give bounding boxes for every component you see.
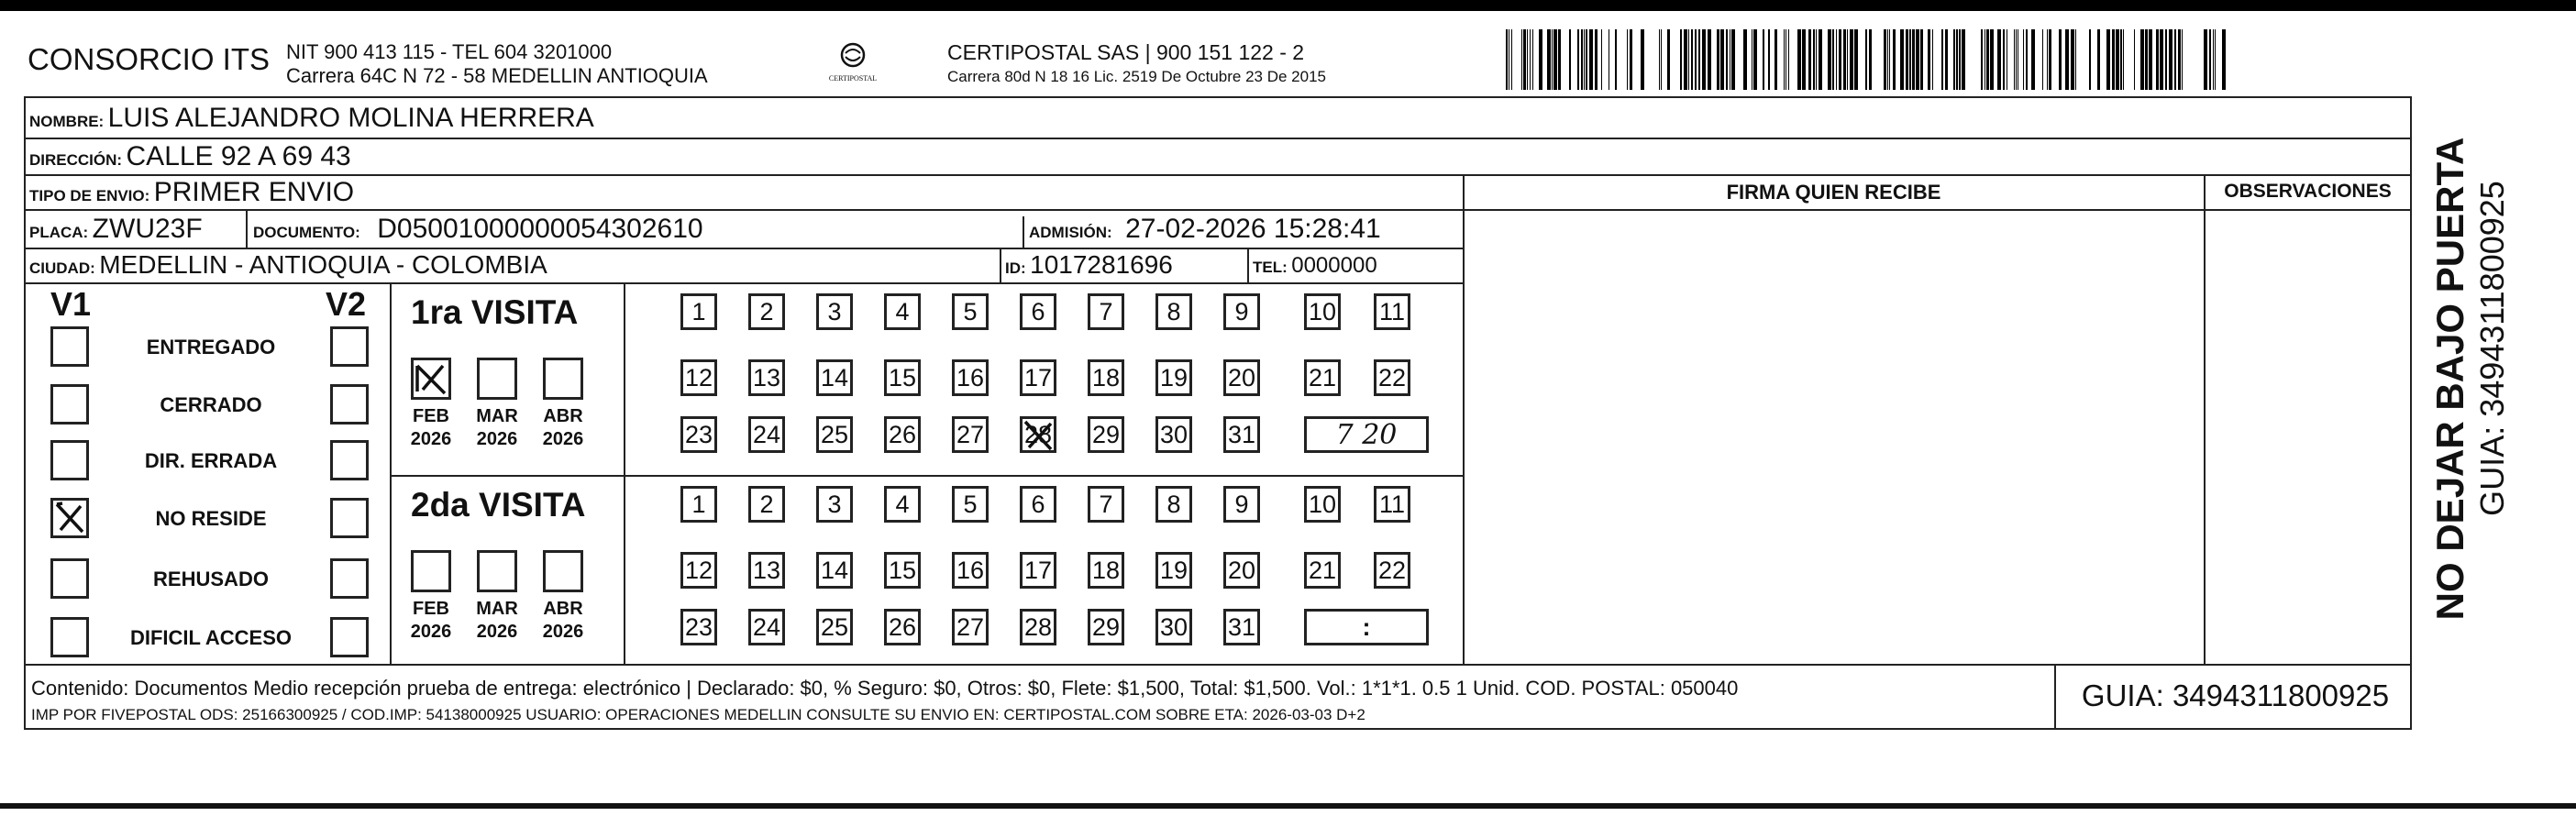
day-box[interactable] <box>1020 359 1056 396</box>
month-year: 2026 <box>476 622 518 642</box>
day-number: 8 <box>1166 297 1181 325</box>
admision-cell <box>1029 214 1381 245</box>
day-box[interactable] <box>1223 609 1260 645</box>
v1-checkbox[interactable] <box>50 440 89 480</box>
company-name: CONSORCIO ITS <box>28 42 271 76</box>
v1-header: V1 <box>50 285 92 323</box>
day-box[interactable] <box>1223 416 1260 453</box>
day-box[interactable] <box>952 609 989 645</box>
day-box[interactable] <box>1020 552 1056 589</box>
day-box[interactable] <box>1088 609 1124 645</box>
day-box[interactable] <box>1155 293 1192 330</box>
day-box[interactable] <box>680 293 717 330</box>
footer-contenido: Contenido: Documentos Medio recepción prueba de entrega: electrónico | Declarado: $0, % Seguro: $0, Otros: $0, Flete: $1,500, Total: $1,500. Vol.: 1*1*1. 0.5 1 Unid. COD. POSTAL: 050040 <box>31 677 1739 700</box>
v2-checkbox[interactable] <box>330 498 369 538</box>
day-number: 11 <box>1378 297 1406 325</box>
status-right-border <box>390 282 392 664</box>
guia-box-divider <box>2054 664 2056 728</box>
day-number: 8 <box>1166 490 1181 518</box>
day-box[interactable] <box>1304 359 1341 396</box>
day-box[interactable] <box>748 416 785 453</box>
day-box[interactable] <box>1304 552 1341 589</box>
day-box[interactable] <box>1088 552 1124 589</box>
day-number: 20 <box>1227 363 1256 391</box>
v2-header: V2 <box>326 285 367 323</box>
day-box[interactable] <box>884 609 921 645</box>
bottom-edge-bar <box>0 803 2576 809</box>
check-x-mark <box>53 501 86 535</box>
visit-days-divider <box>624 282 625 664</box>
side-warning-wrap <box>2428 117 2472 640</box>
day-number: 14 <box>820 363 849 391</box>
documento-label: DOCUMENTO: <box>253 224 360 241</box>
day-number: 12 <box>684 363 713 391</box>
month-year: 2026 <box>476 429 518 449</box>
status-label: NO RESIDE <box>155 507 267 530</box>
nombre-label: NOMBRE: <box>29 113 105 130</box>
day-number: 15 <box>888 363 917 391</box>
day-box[interactable] <box>1223 293 1260 330</box>
placa-cell <box>29 214 203 245</box>
day-number: 23 <box>684 612 713 641</box>
day-number: 22 <box>1377 556 1407 584</box>
month-checkbox[interactable] <box>543 550 583 592</box>
day-number: 13 <box>752 363 781 391</box>
day-number: 25 <box>820 420 849 448</box>
day-box[interactable] <box>884 293 921 330</box>
day-number: 30 <box>1159 420 1188 448</box>
day-box[interactable] <box>748 293 785 330</box>
ciudad-cell <box>29 250 547 280</box>
day-box[interactable] <box>884 486 921 523</box>
day-box[interactable] <box>748 552 785 589</box>
status-label: ENTREGADO <box>146 336 276 358</box>
day-number: 5 <box>963 490 978 518</box>
admision-label: ADMISIÓN: <box>1029 224 1112 241</box>
tipo-envio-row <box>29 177 354 208</box>
day-number: 18 <box>1091 363 1121 391</box>
day-box[interactable] <box>816 293 853 330</box>
documento-value: D05001000000054302610 <box>377 214 703 244</box>
day-number: 31 <box>1227 420 1256 448</box>
day-box[interactable] <box>816 416 853 453</box>
status-label: REHUSADO <box>153 568 269 590</box>
day-number: 9 <box>1234 490 1249 518</box>
carrier-address: Carrera 80d N 18 16 Lic. 2519 De Octubre 23 De 2015 <box>947 68 1326 85</box>
barcode <box>1504 28 2228 92</box>
day-number: 6 <box>1031 490 1045 518</box>
month-checkbox[interactable] <box>477 550 517 592</box>
placa-label: PLACA: <box>29 224 89 241</box>
row-line-5 <box>24 282 1464 284</box>
observaciones-area[interactable] <box>2206 209 2410 664</box>
day-number: 6 <box>1031 297 1045 325</box>
day-number: 11 <box>1378 490 1406 518</box>
row-line-1 <box>24 138 2412 139</box>
form-left-border <box>24 96 26 730</box>
admision-value: 27-02-2026 15:28:41 <box>1125 214 1381 244</box>
month-year: 2026 <box>542 429 584 449</box>
company-nit: NIT 900 413 115 - TEL 604 3201000 <box>286 40 613 63</box>
day-box[interactable] <box>1088 359 1124 396</box>
v1-checkbox[interactable] <box>50 558 89 599</box>
day-number: 28 <box>1023 612 1053 641</box>
v2-checkbox[interactable] <box>330 326 369 367</box>
v2-checkbox[interactable] <box>330 440 369 480</box>
day-box[interactable] <box>952 552 989 589</box>
day-number: 4 <box>895 490 910 518</box>
visit-title: 2da VISITA <box>411 486 586 524</box>
day-number: 26 <box>888 420 917 448</box>
day-number: 26 <box>888 612 917 641</box>
day-box[interactable] <box>680 609 717 645</box>
day-number: 28 <box>1023 420 1053 448</box>
day-number: 21 <box>1308 363 1337 391</box>
month-checkbox[interactable] <box>477 358 517 400</box>
firma-area[interactable] <box>1465 209 2204 664</box>
day-box[interactable] <box>816 552 853 589</box>
ciudad-value: MEDELLIN - ANTIOQUIA - COLOMBIA <box>99 250 547 279</box>
day-box[interactable] <box>1020 609 1056 645</box>
day-number: 18 <box>1091 556 1121 584</box>
visit-split-line <box>390 475 1463 477</box>
id-divider <box>1000 248 1001 282</box>
day-box[interactable] <box>680 359 717 396</box>
day-number: 17 <box>1023 556 1053 584</box>
day-box[interactable] <box>1155 609 1192 645</box>
day-number: 24 <box>752 612 781 641</box>
day-number: 12 <box>684 556 713 584</box>
day-box[interactable] <box>952 416 989 453</box>
month-year: 2026 <box>410 622 452 642</box>
day-box[interactable] <box>1020 486 1056 523</box>
form-top-border <box>24 96 2412 98</box>
time-box[interactable] <box>1304 416 1429 453</box>
month-name: ABR <box>543 599 583 619</box>
tel-divider <box>1247 248 1249 282</box>
placa-value: ZWU23F <box>92 214 203 244</box>
guia-box: GUIA: 3494311800925 <box>2081 678 2390 712</box>
tel-cell <box>1253 253 1377 279</box>
day-number: 15 <box>888 556 917 584</box>
time-box[interactable] <box>1304 609 1429 645</box>
day-number: 7 <box>1099 490 1113 518</box>
nombre-value: LUIS ALEJANDRO MOLINA HERRERA <box>107 103 594 133</box>
day-number: 7 <box>1099 297 1113 325</box>
day-box[interactable] <box>952 293 989 330</box>
side-guia-wrap <box>2474 124 2511 573</box>
time-separator: : <box>1362 612 1371 641</box>
nombre-row <box>29 103 594 134</box>
day-box[interactable] <box>1374 359 1410 396</box>
day-number: 21 <box>1308 556 1337 584</box>
day-number: 1 <box>691 490 706 518</box>
v2-checkbox[interactable] <box>330 617 369 657</box>
day-box[interactable] <box>1155 486 1192 523</box>
day-box[interactable] <box>1155 552 1192 589</box>
month-name: MAR <box>476 599 518 619</box>
day-number: 10 <box>1308 490 1337 518</box>
day-box[interactable] <box>1223 552 1260 589</box>
day-box[interactable] <box>884 359 921 396</box>
form-right-border <box>2410 96 2412 730</box>
day-box[interactable] <box>1223 359 1260 396</box>
certipostal-logo <box>825 37 880 88</box>
id-value: 1017281696 <box>1030 250 1173 279</box>
v1-checkbox[interactable] <box>50 617 89 657</box>
direccion-value: CALLE 92 A 69 43 <box>126 141 351 171</box>
day-number: 20 <box>1227 556 1256 584</box>
check-x-mark <box>414 360 448 397</box>
status-label: CERRADO <box>160 393 262 416</box>
logo-wordmark: CERTIPOSTAL <box>828 74 878 83</box>
status-label: DIFICIL ACCESO <box>129 626 292 649</box>
side-guia: GUIA: 3494311800925 <box>2473 181 2511 516</box>
day-number: 25 <box>820 612 849 641</box>
day-box[interactable] <box>748 359 785 396</box>
placa-divider <box>246 209 248 248</box>
day-number: 29 <box>1091 420 1121 448</box>
day-box[interactable] <box>1020 293 1056 330</box>
day-box[interactable] <box>1374 293 1410 330</box>
day-number: 1 <box>691 297 706 325</box>
day-number: 19 <box>1159 363 1188 391</box>
month-checkbox[interactable] <box>411 358 451 400</box>
month-checkbox[interactable] <box>543 358 583 400</box>
day-box[interactable] <box>816 609 853 645</box>
tipo-envio-label: TIPO DE ENVIO: <box>29 187 150 204</box>
day-number: 24 <box>752 420 781 448</box>
form-bottom-border <box>24 728 2412 730</box>
id-cell <box>1005 250 1173 280</box>
day-box[interactable] <box>952 359 989 396</box>
day-number: 19 <box>1159 556 1188 584</box>
day-number: 30 <box>1159 612 1188 641</box>
day-number: 2 <box>759 297 774 325</box>
day-box[interactable] <box>680 552 717 589</box>
day-number: 16 <box>956 556 985 584</box>
tipo-envio-value: PRIMER ENVIO <box>153 177 355 207</box>
no-dejar-bajo-puerta: NO DEJAR BAJO PUERTA <box>2428 137 2471 621</box>
company-address: Carrera 64C N 72 - 58 MEDELLIN ANTIOQUIA <box>286 64 708 87</box>
day-number: 5 <box>963 297 978 325</box>
direccion-label: DIRECCIÓN: <box>29 151 123 169</box>
handwritten-time: 7 20 <box>1335 418 1398 451</box>
month-name: MAR <box>476 406 518 426</box>
v1-checkbox[interactable] <box>50 326 89 367</box>
day-number: 17 <box>1023 363 1053 391</box>
day-box[interactable] <box>816 486 853 523</box>
day-box[interactable] <box>1155 359 1192 396</box>
day-box[interactable] <box>884 552 921 589</box>
documento-cell <box>253 214 703 245</box>
day-number: 16 <box>956 363 985 391</box>
day-number: 14 <box>820 556 849 584</box>
day-box[interactable] <box>816 359 853 396</box>
day-box[interactable] <box>1223 486 1260 523</box>
day-box[interactable] <box>1088 416 1124 453</box>
day-box[interactable] <box>748 486 785 523</box>
v1-checkbox[interactable] <box>50 384 89 425</box>
ciudad-label: CIUDAD: <box>29 259 95 277</box>
day-number: 3 <box>827 297 842 325</box>
visit-title: 1ra VISITA <box>411 293 579 331</box>
day-box[interactable] <box>1088 293 1124 330</box>
row-line-2 <box>24 174 2412 176</box>
day-box[interactable] <box>680 486 717 523</box>
carrier-name: CERTIPOSTAL SAS | 900 151 122 - 2 <box>947 40 1305 64</box>
day-box[interactable] <box>1088 486 1124 523</box>
day-number: 27 <box>956 612 985 641</box>
firma-header: FIRMA QUIEN RECIBE <box>1726 181 1941 204</box>
id-label: ID: <box>1005 259 1026 277</box>
month-name: FEB <box>413 406 449 426</box>
day-number: 22 <box>1377 363 1407 391</box>
month-name: FEB <box>413 599 449 619</box>
observaciones-header: OBSERVACIONES <box>2224 181 2392 202</box>
day-number: 9 <box>1234 297 1249 325</box>
v2-checkbox[interactable] <box>330 558 369 599</box>
tel-value: 0000000 <box>1291 253 1377 278</box>
day-number: 31 <box>1227 612 1256 641</box>
month-year: 2026 <box>410 429 452 449</box>
day-box[interactable] <box>1374 486 1410 523</box>
day-number: 29 <box>1091 612 1121 641</box>
check-x-mark <box>1020 416 1056 453</box>
day-box[interactable] <box>952 486 989 523</box>
day-box[interactable] <box>1304 486 1341 523</box>
day-box[interactable] <box>1155 416 1192 453</box>
day-box[interactable] <box>884 416 921 453</box>
day-box[interactable] <box>680 416 717 453</box>
tel-label: TEL: <box>1253 259 1288 276</box>
day-number: 4 <box>895 297 910 325</box>
day-number: 13 <box>752 556 781 584</box>
v1-checkbox[interactable] <box>50 498 89 538</box>
month-name: ABR <box>543 406 583 426</box>
day-box[interactable] <box>1304 293 1341 330</box>
top-edge-bar <box>0 0 2576 11</box>
day-number: 10 <box>1308 297 1337 325</box>
day-number: 23 <box>684 420 713 448</box>
month-checkbox[interactable] <box>411 550 451 592</box>
day-box[interactable] <box>748 609 785 645</box>
v2-checkbox[interactable] <box>330 384 369 425</box>
month-year: 2026 <box>542 622 584 642</box>
day-box[interactable] <box>1020 416 1056 453</box>
day-number: 2 <box>759 490 774 518</box>
day-number: 27 <box>956 420 985 448</box>
direccion-row <box>29 141 351 172</box>
day-number: 3 <box>827 490 842 518</box>
day-box[interactable] <box>1374 552 1410 589</box>
status-label: DIR. ERRADA <box>144 449 278 472</box>
footer-impresion: IMP POR FIVEPOSTAL ODS: 25166300925 / COD.IMP: 54138000925 USUARIO: OPERACIONES MEDELLIN CONSULTE SU ENVIO EN: CERTIPOSTAL.COM SOBRE ETA: 2026-03-03 D+2 <box>31 706 1365 723</box>
admision-divider <box>1023 216 1024 248</box>
